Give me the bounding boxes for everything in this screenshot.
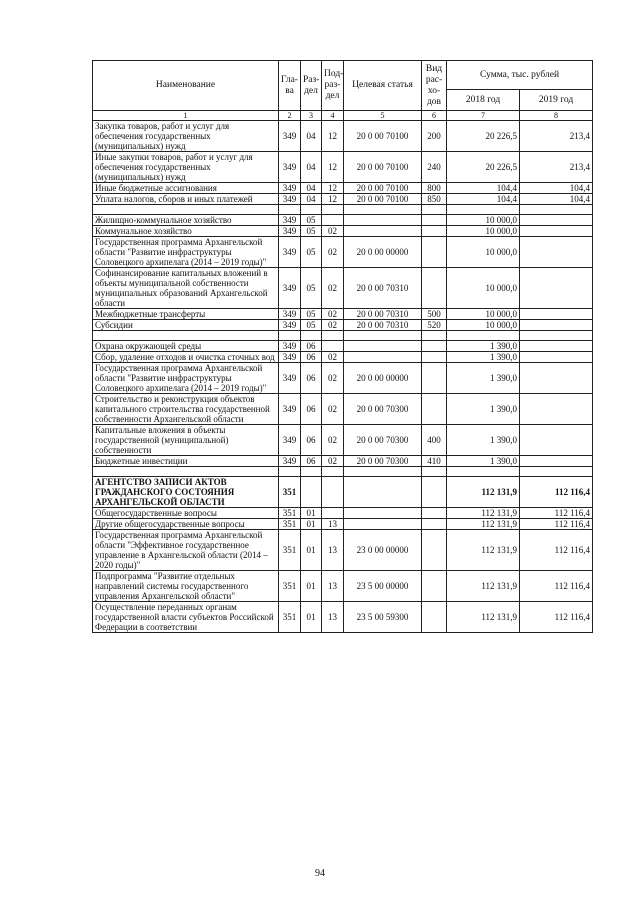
row-sum-2018: 112 131,9 [447,508,520,519]
row-sum-2019 [520,320,593,331]
row-target: 20 0 00 70300 [344,425,422,456]
row-expense-type: 240 [422,152,447,183]
row-name: Государственная программа Архангельской области "Эффективное государственное управление в Архангельской области (2014 – 2020 годы)" [93,530,279,571]
table-row [93,530,593,571]
row-chapter: 351 [279,530,301,571]
row-target [344,477,422,508]
table-header [93,61,593,121]
row-chapter: 349 [279,237,301,268]
row-chapter: 349 [279,152,301,183]
header-name: Наименование [93,61,279,111]
row-subsection: 13 [322,519,344,530]
empty-cell [93,205,279,215]
row-target: 20 0 00 00000 [344,237,422,268]
empty-cell [322,467,344,477]
row-target [344,226,422,237]
row-name: Строительство и реконструкция объектов капитального строительства государственной собственности Архангельской области [93,394,279,425]
row-expense-type: 200 [422,121,447,152]
row-chapter: 349 [279,363,301,394]
row-expense-type [422,363,447,394]
table-row [93,477,593,508]
row-sum-2018: 10 000,0 [447,226,520,237]
empty-cell [322,331,344,341]
row-target [344,341,422,352]
row-sum-2019: 112 116,4 [520,530,593,571]
row-expense-type [422,237,447,268]
row-sum-2019 [520,226,593,237]
row-sum-2019: 112 116,4 [520,477,593,508]
header-section: Раз-дел [301,61,322,111]
row-expense-type: 800 [422,183,447,194]
table-row [93,309,593,320]
spacer-row [93,205,593,215]
row-name: Государственная программа Архангельской области "Развитие инфраструктуры Соловецкого архипелага (2014 – 2019 годы)" [93,363,279,394]
header-year-2018: 2018 год [447,90,520,111]
row-chapter: 349 [279,320,301,331]
empty-cell [344,331,422,341]
row-target: 23 0 00 00000 [344,530,422,571]
row-subsection: 02 [322,456,344,467]
row-sum-2019 [520,309,593,320]
row-sum-2018: 20 226,5 [447,152,520,183]
row-name: АГЕНТСТВО ЗАПИСИ АКТОВ ГРАЖДАНСКОГО СОСТОЯНИЯ АРХАНГЕЛЬСКОЙ ОБЛАСТИ [93,477,279,508]
row-sum-2018: 1 390,0 [447,425,520,456]
header-sum: Сумма, тыс. рублей [447,61,593,90]
row-subsection: 02 [322,268,344,309]
row-subsection: 02 [322,237,344,268]
table-row [93,226,593,237]
row-name: Иные бюджетные ассигнования [93,183,279,194]
row-chapter: 349 [279,352,301,363]
empty-cell [520,205,593,215]
row-expense-type [422,508,447,519]
row-subsection: 02 [322,425,344,456]
row-target: 20 0 00 70100 [344,152,422,183]
row-expense-type [422,530,447,571]
empty-cell [93,331,279,341]
row-sum-2018: 112 131,9 [447,477,520,508]
row-sum-2018: 1 390,0 [447,394,520,425]
header-expense-type: Вид рас-хо-дов [422,61,447,111]
row-chapter: 351 [279,477,301,508]
row-section: 01 [301,571,322,602]
table-row [93,352,593,363]
row-sum-2019 [520,215,593,226]
row-expense-type [422,341,447,352]
row-sum-2019 [520,237,593,268]
table-row [93,425,593,456]
row-expense-type: 850 [422,194,447,205]
column-number: 2 [279,111,301,121]
budget-table-sheet [92,60,592,633]
row-sum-2018: 10 000,0 [447,268,520,309]
table-row [93,394,593,425]
row-target: 20 0 00 70100 [344,194,422,205]
header-chapter: Гла-ва [279,61,301,111]
row-name: Коммунальное хозяйство [93,226,279,237]
table-row [93,508,593,519]
row-sum-2018: 10 000,0 [447,237,520,268]
row-sum-2018: 112 131,9 [447,571,520,602]
row-sum-2019 [520,352,593,363]
row-section: 05 [301,320,322,331]
row-section: 06 [301,341,322,352]
table-row [93,121,593,152]
row-subsection: 02 [322,363,344,394]
row-subsection [322,477,344,508]
row-chapter: 349 [279,226,301,237]
row-subsection: 02 [322,309,344,320]
row-section: 06 [301,394,322,425]
empty-cell [301,205,322,215]
row-subsection: 02 [322,226,344,237]
row-sum-2018: 1 390,0 [447,341,520,352]
row-target: 20 0 00 70300 [344,456,422,467]
row-subsection: 12 [322,121,344,152]
row-section [301,477,322,508]
row-subsection: 12 [322,183,344,194]
row-sum-2019: 104,4 [520,183,593,194]
row-target: 23 5 00 59300 [344,602,422,633]
row-chapter: 349 [279,215,301,226]
row-expense-type [422,602,447,633]
row-section: 05 [301,215,322,226]
empty-cell [279,205,301,215]
row-chapter: 351 [279,519,301,530]
row-sum-2019 [520,425,593,456]
row-target: 20 0 00 70100 [344,183,422,194]
table-row [93,237,593,268]
empty-cell [422,331,447,341]
row-target: 20 0 00 70100 [344,121,422,152]
row-chapter: 351 [279,602,301,633]
column-numbers-row [93,111,593,121]
table-row [93,268,593,309]
row-target: 20 0 00 70300 [344,394,422,425]
column-number: 6 [422,111,447,121]
row-sum-2019: 112 116,4 [520,519,593,530]
row-name: Межбюджетные трансферты [93,309,279,320]
row-sum-2018: 112 131,9 [447,519,520,530]
row-expense-type [422,571,447,602]
row-sum-2019: 112 116,4 [520,602,593,633]
row-sum-2018: 10 000,0 [447,309,520,320]
row-expense-type [422,519,447,530]
empty-cell [447,331,520,341]
row-section: 06 [301,425,322,456]
row-subsection: 13 [322,602,344,633]
empty-cell [520,331,593,341]
row-chapter: 351 [279,508,301,519]
table-row [93,183,593,194]
row-expense-type: 500 [422,309,447,320]
row-name: Охрана окружающей среды [93,341,279,352]
row-sum-2019 [520,341,593,352]
row-name: Осуществление переданных органам государственной власти субъектов Российской Федерации в соответствии [93,602,279,633]
row-subsection: 02 [322,394,344,425]
page-number: 94 [315,868,325,879]
row-name: Другие общегосударственные вопросы [93,519,279,530]
row-sum-2018: 1 390,0 [447,456,520,467]
table-row [93,456,593,467]
row-expense-type [422,352,447,363]
column-number: 4 [322,111,344,121]
row-section: 05 [301,226,322,237]
row-sum-2018: 10 000,0 [447,320,520,331]
row-subsection [322,341,344,352]
table-row [93,602,593,633]
empty-cell [279,467,301,477]
row-sum-2018: 112 131,9 [447,602,520,633]
table-body [93,121,593,633]
row-name: Подпрограмма "Развитие отдельных направлений системы государственного управления Архангельской области" [93,571,279,602]
row-expense-type: 520 [422,320,447,331]
row-target: 20 0 00 00000 [344,363,422,394]
row-name: Общегосударственные вопросы [93,508,279,519]
row-sum-2019 [520,456,593,467]
row-section: 05 [301,268,322,309]
empty-cell [301,467,322,477]
row-chapter: 349 [279,183,301,194]
row-target [344,352,422,363]
column-number: 3 [301,111,322,121]
row-target: 20 0 00 70310 [344,320,422,331]
table-row [93,152,593,183]
table-row [93,320,593,331]
row-section: 05 [301,237,322,268]
row-name: Жилищно-коммунальное хозяйство [93,215,279,226]
row-sum-2019: 112 116,4 [520,508,593,519]
empty-cell [520,467,593,477]
row-section: 06 [301,352,322,363]
row-name: Субсидии [93,320,279,331]
budget-table [92,60,593,633]
row-sum-2018: 104,4 [447,194,520,205]
empty-cell [447,467,520,477]
spacer-row [93,467,593,477]
row-name: Сбор, удаление отходов и очистка сточных вод [93,352,279,363]
table-row [93,215,593,226]
row-subsection: 12 [322,152,344,183]
row-sum-2018: 104,4 [447,183,520,194]
row-expense-type: 400 [422,425,447,456]
row-sum-2019: 104,4 [520,194,593,205]
row-section: 01 [301,508,322,519]
row-subsection: 12 [322,194,344,205]
row-expense-type [422,477,447,508]
row-chapter: 349 [279,341,301,352]
header-target: Целевая статья [344,61,422,111]
row-name: Иные закупки товаров, работ и услуг для обеспечения государственных (муниципальных) нужд [93,152,279,183]
empty-cell [422,467,447,477]
empty-cell [301,331,322,341]
empty-cell [422,205,447,215]
column-number: 5 [344,111,422,121]
row-chapter: 349 [279,456,301,467]
empty-cell [322,205,344,215]
row-expense-type [422,268,447,309]
row-subsection [322,215,344,226]
row-sum-2019: 112 116,4 [520,571,593,602]
table-row [93,341,593,352]
row-subsection: 02 [322,320,344,331]
row-name: Закупка товаров, работ и услуг для обеспечения государственных (муниципальных) нужд [93,121,279,152]
row-chapter: 349 [279,121,301,152]
row-target: 23 5 00 00000 [344,571,422,602]
header-subsection: Под-раз-дел [322,61,344,111]
row-sum-2018: 20 226,5 [447,121,520,152]
empty-cell [279,331,301,341]
row-sum-2019: 213,4 [520,121,593,152]
row-subsection: 02 [322,352,344,363]
row-sum-2019: 213,4 [520,152,593,183]
row-target [344,519,422,530]
row-target [344,508,422,519]
row-target: 20 0 00 70310 [344,309,422,320]
empty-cell [447,205,520,215]
row-sum-2018: 1 390,0 [447,352,520,363]
row-subsection: 13 [322,530,344,571]
row-section: 04 [301,194,322,205]
row-section: 01 [301,519,322,530]
row-subsection [322,508,344,519]
row-sum-2018: 1 390,0 [447,363,520,394]
row-sum-2019 [520,394,593,425]
row-section: 06 [301,456,322,467]
row-section: 05 [301,309,322,320]
column-number: 1 [93,111,279,121]
row-sum-2018: 112 131,9 [447,530,520,571]
row-target: 20 0 00 70310 [344,268,422,309]
row-section: 01 [301,530,322,571]
row-name: Уплата налогов, сборов и иных платежей [93,194,279,205]
row-target [344,215,422,226]
row-expense-type [422,226,447,237]
row-chapter: 349 [279,394,301,425]
table-row [93,194,593,205]
row-chapter: 349 [279,309,301,320]
row-subsection: 13 [322,571,344,602]
empty-cell [344,205,422,215]
row-section: 06 [301,363,322,394]
row-name: Софинансирование капитальных вложений в объекты муниципальной собственности муниципальных образований Архангельской области [93,268,279,309]
row-chapter: 349 [279,268,301,309]
empty-cell [344,467,422,477]
row-expense-type [422,394,447,425]
row-expense-type: 410 [422,456,447,467]
row-chapter: 349 [279,425,301,456]
spacer-row [93,331,593,341]
table-row [93,363,593,394]
row-sum-2019 [520,268,593,309]
row-sum-2018: 10 000,0 [447,215,520,226]
header-year-2019: 2019 год [520,90,593,111]
row-section: 04 [301,152,322,183]
row-sum-2019 [520,363,593,394]
row-name: Капитальные вложения в объекты государственной (муниципальной) собственности [93,425,279,456]
row-section: 01 [301,602,322,633]
row-section: 04 [301,183,322,194]
row-section: 04 [301,121,322,152]
row-expense-type [422,215,447,226]
row-name: Государственная программа Архангельской области "Развитие инфраструктуры Соловецкого архипелага (2014 – 2019 годы)" [93,237,279,268]
table-row [93,519,593,530]
column-number: 7 [447,111,520,121]
row-chapter: 349 [279,194,301,205]
row-name: Бюджетные инвестиции [93,456,279,467]
table-row [93,571,593,602]
empty-cell [93,467,279,477]
column-number: 8 [520,111,593,121]
row-chapter: 351 [279,571,301,602]
